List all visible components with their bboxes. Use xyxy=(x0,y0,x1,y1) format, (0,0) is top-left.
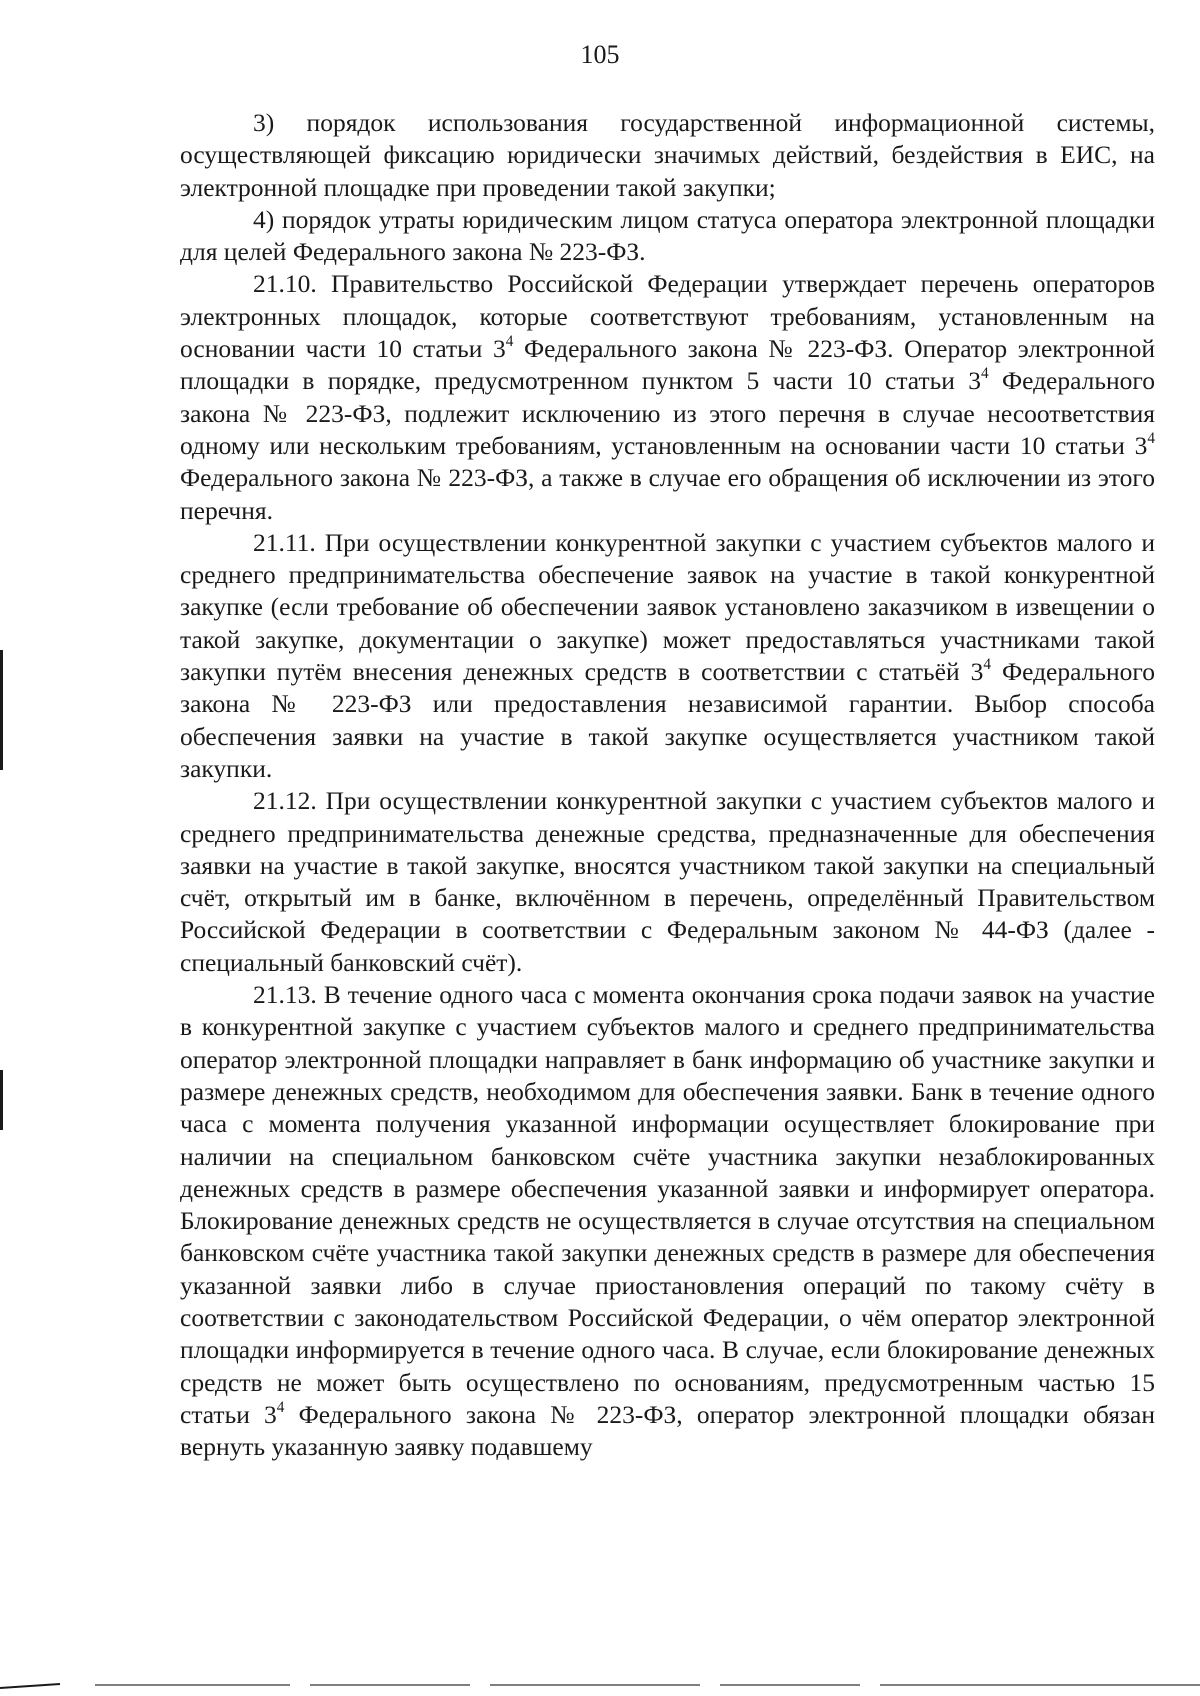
paragraph-text: 21.11. При осуществлении конкурентной закупки с участием субъектов малого и среднего предпринимательства обеспечение заявок на участие в такой конкурентной закупке (если требование об обеспечении заявок установлено заказчиком в извещении о такой закупке, документации о закупке) может предоставляться участниками такой закупки путём внесения денежных средств в соответствии с статьёй 3 xyxy=(180,527,1155,687)
paragraph-clause-21-11 xyxy=(180,527,1155,785)
paragraph-text: Федерального закона № 223-ФЗ, подлежит исключению из этого перечня в случае несоответствия одному или нескольким требованиям, установленным на основании части 10 статьи 3 xyxy=(180,366,1155,460)
document-body xyxy=(180,107,1155,1463)
paragraph-item-4 xyxy=(180,204,1155,269)
superscript: 4 xyxy=(1147,429,1155,447)
margin-scan-mark xyxy=(0,650,3,770)
margin-scan-mark xyxy=(0,1070,3,1130)
paragraph-clause-21-12 xyxy=(180,785,1155,979)
superscript: 4 xyxy=(983,656,991,674)
paragraph-text: 3) порядок использования государственной информационной системы, осуществляющей фиксацию юридически значимых действий, бездействия в ЕИС, на электронной площадке при проведении такой закупки; xyxy=(180,108,1155,202)
superscript: 4 xyxy=(980,365,989,383)
paragraph-clause-21-13 xyxy=(180,979,1155,1463)
scan-footer-lines xyxy=(0,1680,1200,1690)
superscript: 4 xyxy=(276,1398,285,1416)
paragraph-text: Федерального закона № 223-ФЗ или предоставления независимой гарантии. Выбор способа обеспечения заявки на участие в такой закупке осуществляется участником такой закупки. xyxy=(180,657,1155,783)
superscript: 4 xyxy=(505,333,514,351)
paragraph-text: Федерального закона № 223-ФЗ. Оператор электронной площадки в порядке, предусмотренном пунктом 5 части 10 статьи 3 xyxy=(180,334,1155,396)
paragraph-clause-21-10 xyxy=(180,268,1155,526)
paragraph-text: 21.13. В течение одного часа с момента окончания срока подачи заявок на участие в конкурентной закупке с участием субъектов малого и среднего предпринимательства оператор электронной площадки направляет в банк информацию об участнике закупки и размере денежных средств, необходимом для обеспечения заявки. Банк в течение одного часа с момента получения указанной информации осуществляет блокирование при наличии на специальном банковском счёте участника закупки незаблокированных денежных средств в размере обеспечения указанной заявки и информирует оператора. Блокирование денежных средств не осуществляется в случае отсутствия на специальном банковском счёте участника такой закупки денежных средств в размере для обеспечения указанной заявки либо в случае приостановления операций по такому счёту в соответствии с законодательством Российской Федерации, о чём оператор электронной площадки информируется в течение одного часа. В случае, если блокирование денежных средств не может быть осуществлено по основаниям, предусмотренным частью 15 статьи 3 xyxy=(180,980,1155,1429)
paragraph-text: 21.12. При осуществлении конкурентной закупки с участием субъектов малого и среднего предпринимательства денежные средства, предназначенные для обеспечения заявки на участие в такой закупке, вносятся участником такой закупки на специальный счёт, открытый им в банке, включённом в перечень, определённый Правительством Российской Федерации в соответствии с Федеральным законом № 44-ФЗ (далее - специальный банковский счёт). xyxy=(180,786,1155,977)
paragraph-text: 21.10. Правительство Российской Федерации утверждает перечень операторов электронных площадок, которые соответствуют требованиям, установленным на основании части 10 статьи 3 xyxy=(180,269,1155,364)
paragraph-text: 4) порядок утраты юридическим лицом статуса оператора электронной площадки для целей Федерального закона № 223-ФЗ. xyxy=(180,204,1155,267)
page-number: 105 xyxy=(580,40,620,69)
paragraph-text: Федерального закона № 223-ФЗ, оператор электронной площадки обязан вернуть указанную заявку подавшему xyxy=(180,1399,1155,1462)
paragraph-item-3 xyxy=(180,107,1155,204)
paragraph-text: Федерального закона № 223-ФЗ, а также в случае его обращения об исключении из этого перечня. xyxy=(180,463,1155,525)
